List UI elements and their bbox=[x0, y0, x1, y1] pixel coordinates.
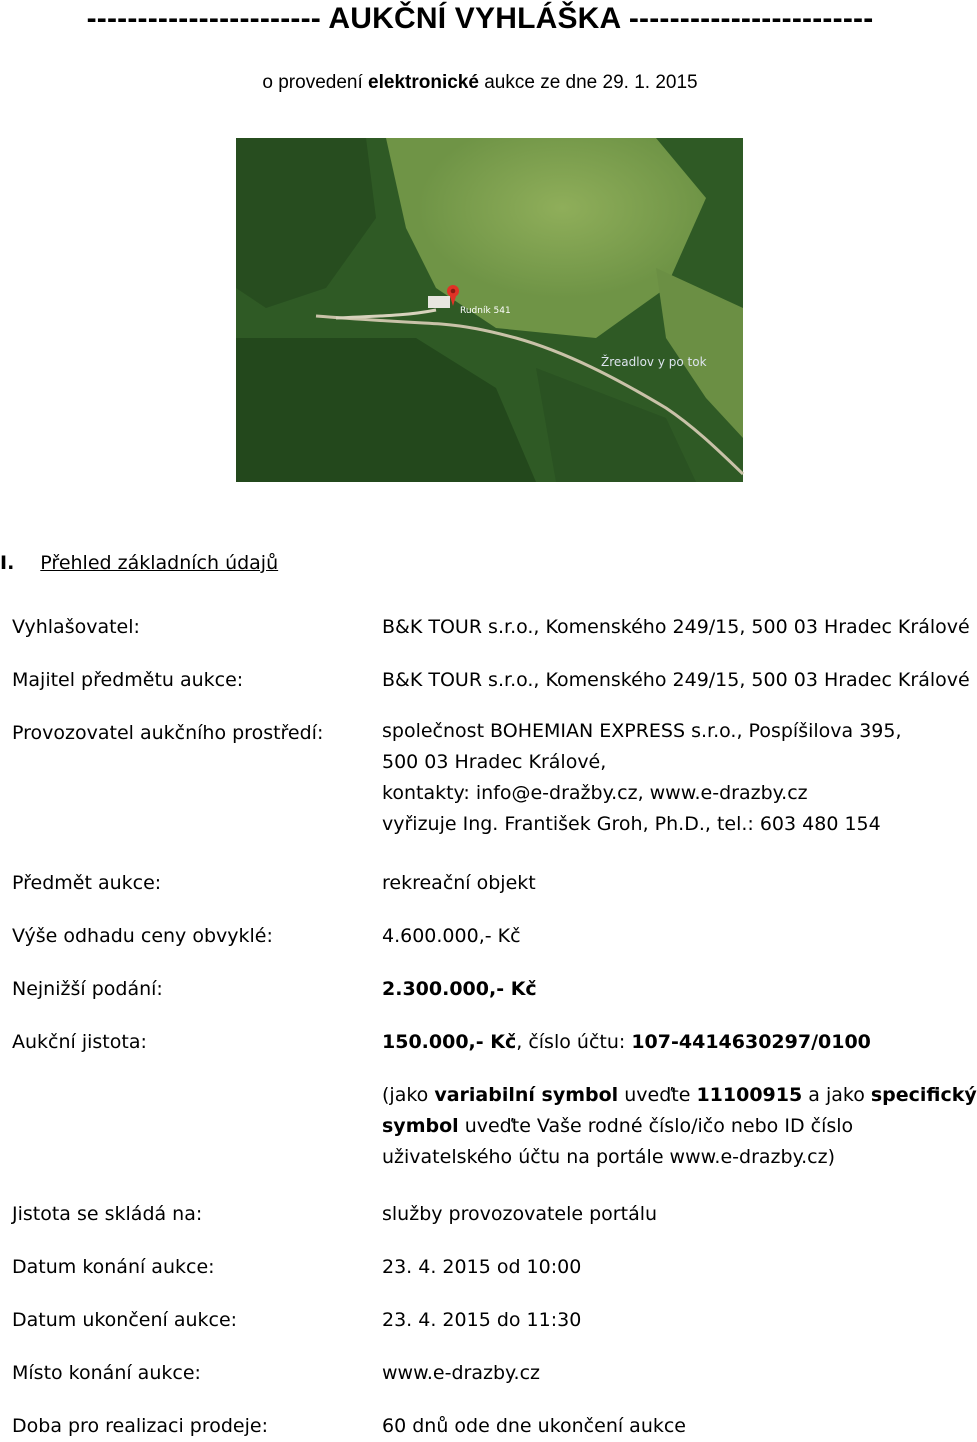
jistota-note-line-2 bbox=[382, 1111, 977, 1142]
label-podani: Nejnižší podání: bbox=[12, 978, 163, 1000]
map-stream-label: Žreadlov y po tok bbox=[601, 355, 707, 369]
value-podani bbox=[382, 978, 537, 1000]
section-number: I. bbox=[0, 552, 15, 574]
label-sklada: Jistota se skládá na: bbox=[12, 1203, 203, 1225]
note-text-2: uveďte bbox=[618, 1084, 697, 1106]
value-jistota bbox=[382, 1031, 871, 1053]
note-bold-variabilni: variabilní symbol bbox=[434, 1084, 619, 1106]
value-provozovatel bbox=[382, 716, 902, 840]
label-predmet: Předmět aukce: bbox=[12, 872, 162, 894]
document-title: ----------------------- AUKČNÍ VYHLÁŠKA ------------------------ bbox=[86, 2, 874, 35]
label-odhad: Výše odhadu ceny obvyklé: bbox=[12, 925, 273, 947]
note-bold-vs: 11100915 bbox=[696, 1084, 803, 1106]
value-vyhlasovatel: B&K TOUR s.r.o., Komenského 249/15, 500 03 Hradec Králové bbox=[382, 616, 970, 638]
note-bold-specificky: specifický bbox=[870, 1084, 977, 1106]
value-ukonceni: 23. 4. 2015 do 11:30 bbox=[382, 1309, 582, 1331]
subtitle-post: aukce ze dne 29. 1. 2015 bbox=[478, 72, 698, 93]
value-odhad: 4.600.000,- Kč bbox=[382, 925, 521, 947]
jistota-note bbox=[382, 1080, 977, 1173]
jistota-amount: 150.000,- Kč bbox=[382, 1031, 517, 1053]
value-predmet: rekreační objekt bbox=[382, 872, 536, 894]
label-ukonceni: Datum ukončení aukce: bbox=[12, 1309, 238, 1331]
note-text-4: uveďte Vaše rodné číslo/ičo nebo ID číslo bbox=[458, 1115, 854, 1137]
label-provozovatel: Provozovatel aukčního prostředí: bbox=[12, 722, 324, 744]
label-majitel: Majitel předmětu aukce: bbox=[12, 669, 244, 691]
label-jistota: Aukční jistota: bbox=[12, 1031, 147, 1053]
aerial-photo-graphic bbox=[236, 138, 743, 482]
value-majitel: B&K TOUR s.r.o., Komenského 249/15, 500 03 Hradec Králové bbox=[382, 669, 970, 691]
map-pin-label: Rudník 541 bbox=[460, 306, 511, 316]
jistota-mid: , číslo účtu: bbox=[516, 1031, 632, 1053]
note-text-1: (jako bbox=[382, 1084, 435, 1106]
section-heading bbox=[0, 552, 278, 574]
value-sklada: služby provozovatele portálu bbox=[382, 1203, 658, 1225]
section-title: Přehled základních údajů bbox=[40, 552, 279, 574]
provozovatel-line-2: 500 03 Hradec Králové, bbox=[382, 751, 607, 773]
document-subtitle bbox=[0, 72, 960, 94]
value-misto: www.e-drazby.cz bbox=[382, 1362, 541, 1384]
provozovatel-line-4: vyřizuje Ing. František Groh, Ph.D., tel.: 603 480 154 bbox=[382, 813, 881, 835]
provozovatel-line-1: společnost BOHEMIAN EXPRESS s.r.o., Pospíšilova 395, bbox=[382, 720, 902, 742]
note-text-3: a jako bbox=[802, 1084, 871, 1106]
aerial-photo bbox=[236, 138, 743, 482]
note-bold-symbol: symbol bbox=[382, 1115, 459, 1137]
jistota-account: 107-4414630297/0100 bbox=[631, 1031, 871, 1053]
label-konani: Datum konání aukce: bbox=[12, 1256, 215, 1278]
provozovatel-line-3: kontakty: info@e-dražby.cz, www.e-drazby.cz bbox=[382, 782, 808, 804]
value-konani: 23. 4. 2015 od 10:00 bbox=[382, 1256, 582, 1278]
label-doba: Doba pro realizaci prodeje: bbox=[12, 1415, 268, 1437]
value-doba: 60 dnů ode dne ukončení aukce bbox=[382, 1415, 686, 1437]
subtitle-bold: elektronické bbox=[368, 72, 479, 93]
jistota-note-line-3: uživatelského účtu na portále www.e-drazby.cz) bbox=[382, 1146, 835, 1168]
value-podani-amount: 2.300.000,- Kč bbox=[382, 978, 537, 1000]
label-vyhlasovatel: Vyhlašovatel: bbox=[12, 616, 140, 638]
subtitle-pre: o provedení bbox=[262, 72, 369, 93]
label-misto: Místo konání aukce: bbox=[12, 1362, 201, 1384]
jistota-note-line-1 bbox=[382, 1080, 977, 1111]
